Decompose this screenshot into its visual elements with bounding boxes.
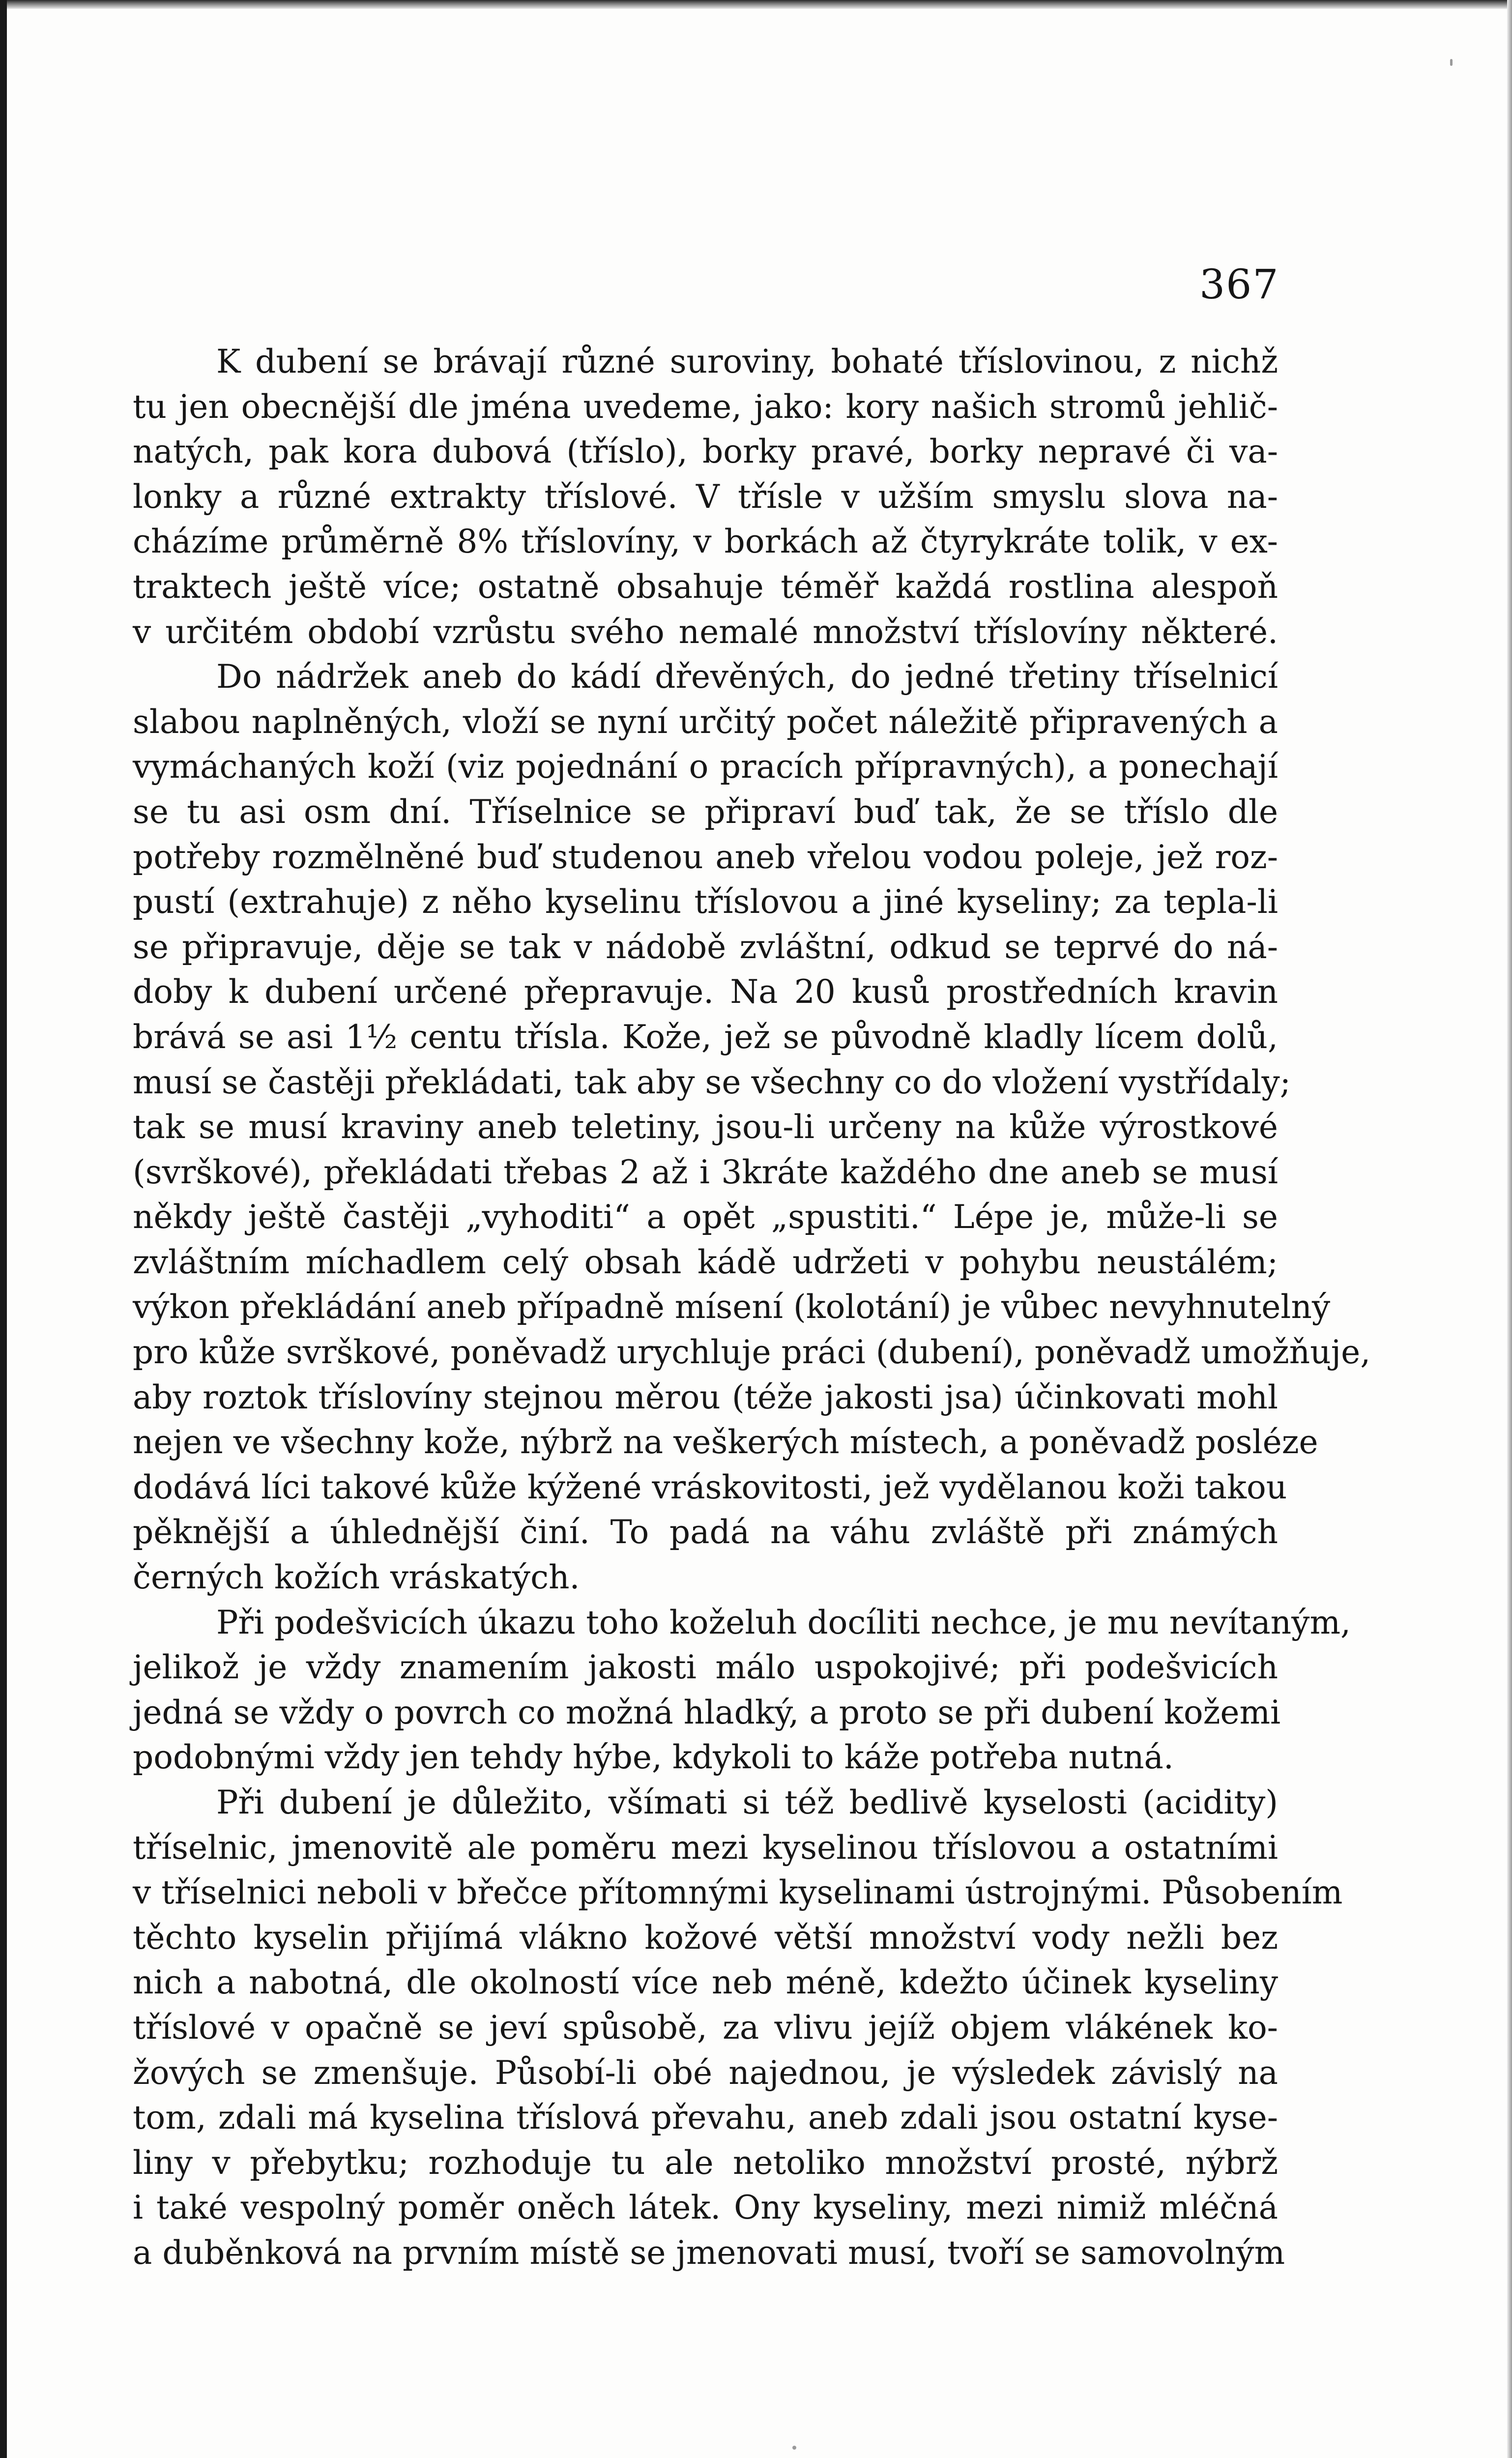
text-line: lonky a různé extrakty tříslové. V třísle v užším smyslu slova na- [133, 477, 1278, 516]
text-line: žových se zmenšuje. Působí-li obé najednou, je výsledek závislý na [133, 2053, 1278, 2092]
text-line: natých, pak kora dubová (tříslo), borky pravé, borky nepravé či va- [133, 433, 1278, 471]
text-line: musí se častěji překládati, tak aby se všechny co do vložení vystřídaly; [133, 1063, 1291, 1101]
text-line: jelikož je vždy znamením jakosti málo uspokojivé; při podešvicích [133, 1648, 1278, 1687]
text-line: traktech ještě více; ostatně obsahuje téměř každá rostlina alespoň [133, 567, 1278, 606]
text-line: potřeby rozmělněné buď studenou aneb vřelou vodou poleje, jež roz- [133, 838, 1278, 876]
text-line: pro kůže svrškové, poněvadž urychluje práci (dubení), poněvadž umožňuje, [133, 1333, 1371, 1372]
text-line: pustí (extrahuje) z něho kyselinu tříslovou a jiné kyseliny; za tepla-li [133, 883, 1278, 921]
text-line: nich a nabotná, dle okolností více neb méně, kdežto účinek kyseliny [133, 1963, 1278, 2002]
text-line: v určitém období vzrůstu svého nemalé množství tříslovíny některé. [133, 613, 1278, 651]
text-line: Při podešvicích úkazu toho koželuh docíliti nechce, je mu nevítaným, [216, 1603, 1351, 1641]
text-line: tu jen obecnější dle jména uvedeme, jako: kory našich stromů jehlič- [133, 387, 1278, 426]
page-right-edge [1507, 0, 1512, 2458]
text-line: (svrškové), překládati třebas 2 až i 3kráte každého dne aneb se musí [133, 1153, 1278, 1191]
text-line: těchto kyselin přijímá vlákno kožové větší množství vody nežli bez [133, 1918, 1278, 1957]
text-line: Do nádržek aneb do kádí dřevěných, do jedné třetiny tříselnicí [216, 658, 1278, 696]
text-line: tak se musí kraviny aneb teletiny, jsou-li určeny na kůže výrostkové [133, 1108, 1278, 1146]
paper-speck [1450, 59, 1453, 66]
text-line: se tu asi osm dní. Tříselnice se připraví buď tak, že se tříslo dle [133, 792, 1278, 831]
paper-speck [792, 2446, 796, 2450]
text-line: i také vespolný poměr oněch látek. Ony kyseliny, mezi nimiž mléčná [133, 2189, 1278, 2227]
text-line: někdy ještě častěji „vyhoditi“ a opět „spustiti.“ Lépe je, může-li se [133, 1198, 1278, 1236]
text-line: jedná se vždy o povrch co možná hladký, a proto se při dubení kožemi [133, 1693, 1281, 1731]
page-left-edge [0, 0, 7, 2458]
text-line: v tříselnici neboli v břečce přítomnými kyselinami ústrojnými. Působením [133, 1873, 1343, 1912]
body-text [133, 339, 1371, 2276]
text-line: brává se asi 1½ centu třísla. Kože, jež se původně kladly lícem dolů, [133, 1018, 1278, 1056]
text-line: se připravuje, děje se tak v nádobě zvláštní, odkud se teprvé do ná- [133, 928, 1278, 966]
page-top-edge [0, 0, 1512, 9]
text-line: zvláštním míchadlem celý obsah kádě udržeti v pohybu neustálém; [133, 1243, 1278, 1281]
text-line: cházíme průměrně 8% tříslovíny, v borkách až čtyrykráte tolik, v ex- [133, 523, 1278, 561]
text-line: Při dubení je důležito, všímati si též bedlivě kyselosti (acidity) [216, 1784, 1278, 1821]
text-line: liny v přebytku; rozhoduje tu ale netoliko množství prosté, nýbrž [133, 2143, 1278, 2182]
text-line: aby roztok tříslovíny stejnou měrou (téže jakosti jsa) účinkovati mohl [133, 1378, 1278, 1416]
text-line: podobnými vždy jen tehdy hýbe, kdykoli to káže potřeba nutná. [133, 1738, 1174, 1777]
text-line: tom, zdali má kyselina tříslová převahu, aneb zdali jsou ostatní kyse- [133, 2099, 1278, 2137]
text-line: dodává líci takové kůže kýžené vráskovitosti, jež vydělanou koži takou [133, 1468, 1287, 1506]
text-line: výkon překládání aneb případně mísení (kolotání) je vůbec nevyhnutelný [133, 1288, 1331, 1326]
text-line: K dubení se brávají různé suroviny, bohaté tříslovinou, z nichž [216, 343, 1278, 380]
text-line: a duběnková na prvním místě se jmenovati musí, tvoří se samovolným [133, 2233, 1285, 2272]
text-line: černých kožích vráskatých. [133, 1558, 580, 1597]
text-line: tříselnic, jmenovitě ale poměru mezi kyselinou tříslovou a ostatními [133, 1828, 1278, 1867]
text-line: vymáchaných koží (viz pojednání o pracích přípravných), a ponechají [133, 748, 1278, 786]
page-number: 367 [1199, 262, 1279, 308]
text-line: tříslové v opačně se jeví spůsobě, za vlivu jejíž objem vlákének ko- [133, 2008, 1278, 2047]
text-line: doby k dubení určené přepravuje. Na 20 kusů prostředních kravin [133, 973, 1278, 1011]
text-line: pěknější a úhlednější činí. To padá na váhu zvláště při známých [133, 1513, 1278, 1551]
text-line: slabou naplněných, vloží se nyní určitý počet náležitě připravených a [133, 702, 1278, 741]
text-line: nejen ve všechny kože, nýbrž na veškerých místech, a poněvadž posléze [133, 1423, 1318, 1462]
